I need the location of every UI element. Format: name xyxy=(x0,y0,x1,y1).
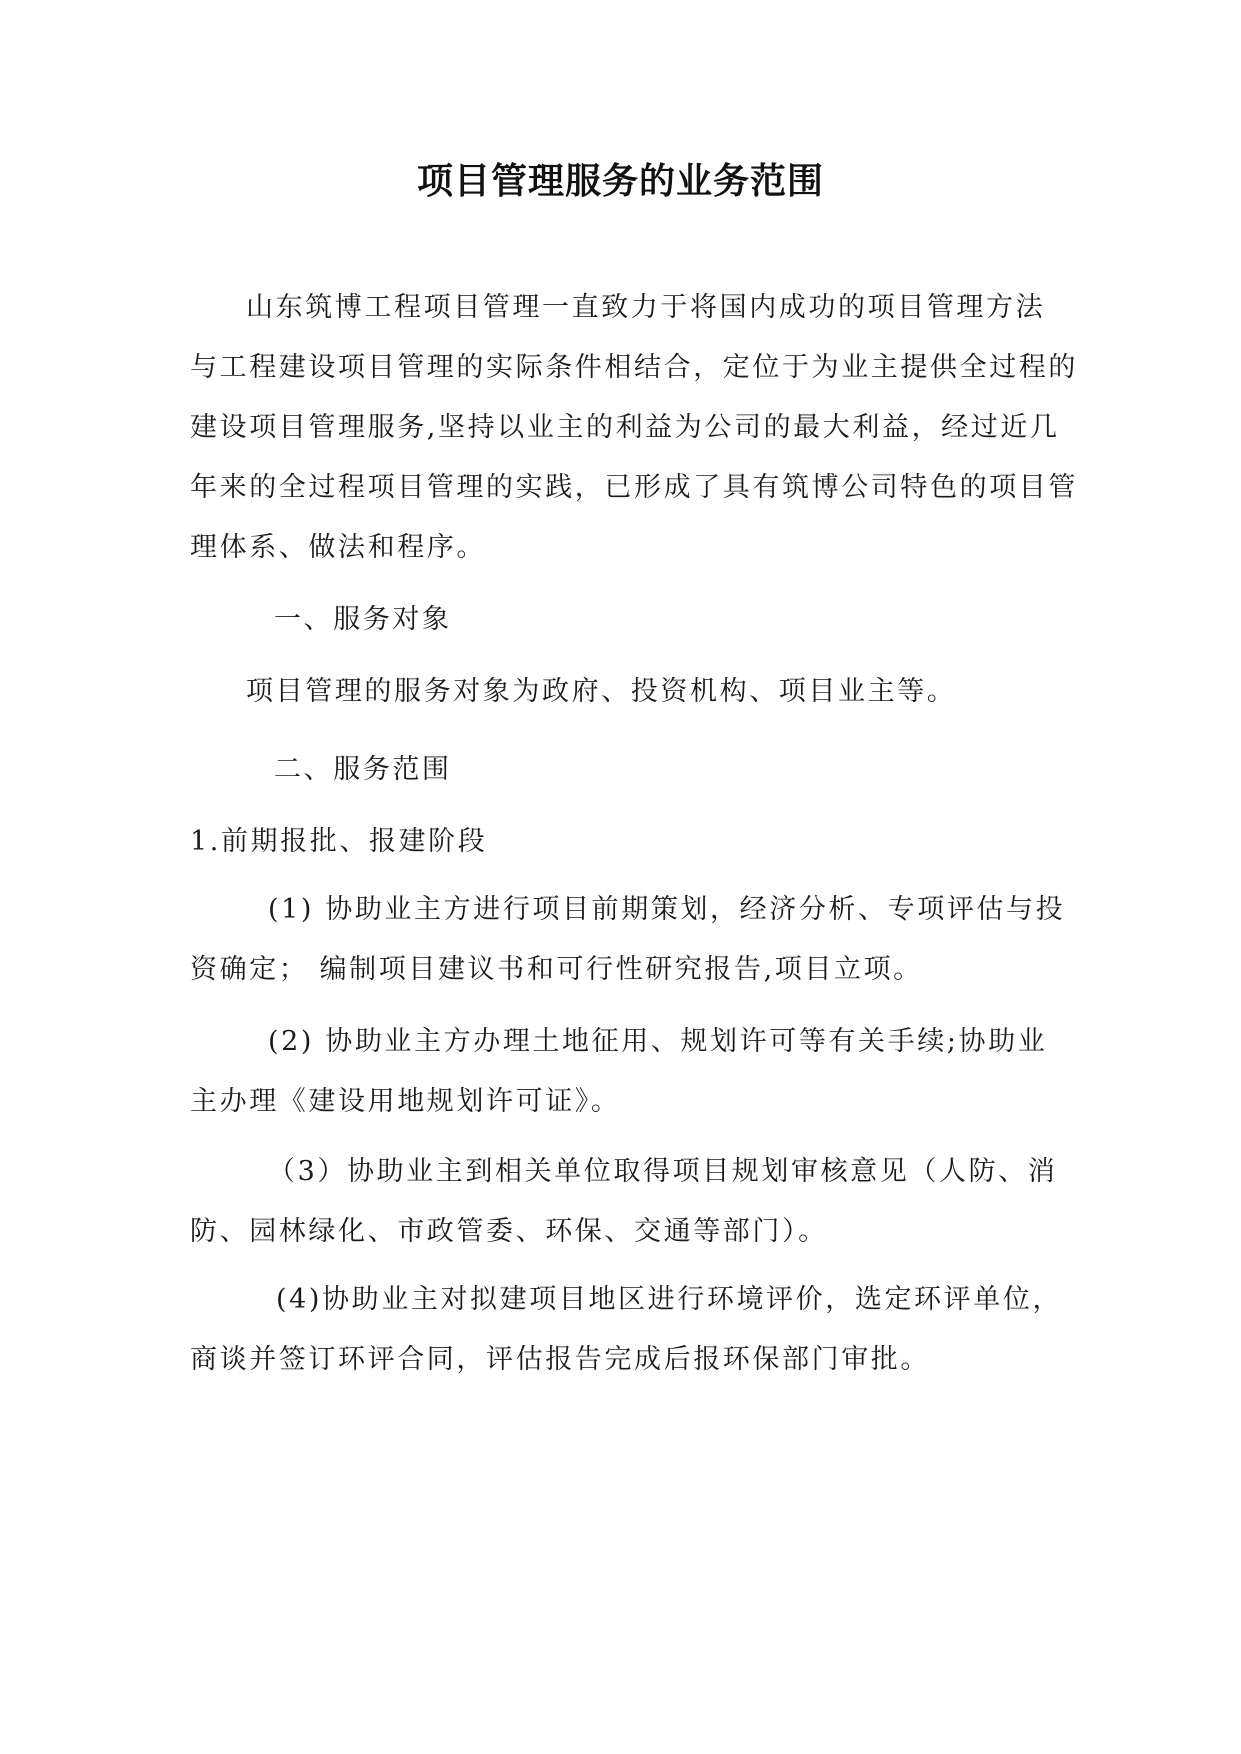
section-heading: 一、服务对象 xyxy=(274,604,452,635)
section-heading-service-target xyxy=(190,590,1050,650)
subsection-heading-text: 1.前期报批、报建阶段 xyxy=(190,826,488,857)
list-item-line: 资确定； 编制项目建议书和可行性研究报告,项目立项。 xyxy=(190,954,923,985)
list-item-line: 主办理《建设用地规划许可证》。 xyxy=(190,1086,621,1117)
intro-line: 山东筑博工程项目管理一直致力于将国内成功的项目管理方法 xyxy=(246,292,1046,323)
intro-line: 年来的全过程项目管理的实践，已形成了具有筑博公司特色的项目管 xyxy=(190,472,1078,503)
list-item-line: 商谈并签订环评合同，评估报告完成后报环保部门审批。 xyxy=(190,1344,930,1375)
list-item-line: (1) 协助业主方进行项目前期策划，经济分析、专项评估与投 xyxy=(268,894,1066,925)
section-heading: 二、服务范围 xyxy=(274,754,452,785)
list-item-4 xyxy=(190,1270,1063,1390)
page-title: 项目管理服务的业务范围 xyxy=(416,161,824,202)
service-target-paragraph xyxy=(190,662,1050,722)
list-item-2 xyxy=(190,1012,1050,1132)
intro-line: 与工程建设项目管理的实际条件相结合，定位于为业主提供全过程的 xyxy=(190,352,1078,383)
subsection-heading xyxy=(190,812,1050,872)
list-item-line: 防、园林绿化、市政管委、环保、交通等部门）。 xyxy=(190,1216,828,1247)
list-item-3 xyxy=(190,1142,1058,1262)
section-heading-service-scope xyxy=(190,740,1050,800)
list-item-line: (2) 协助业主方办理土地征用、规划许可等有关手续;协助业 xyxy=(268,1026,1048,1057)
list-item-line: （3）协助业主到相关单位取得项目规划审核意见（人防、消 xyxy=(268,1156,1058,1187)
list-item-line: (4)协助业主对拟建项目地区进行环境评价，选定环评单位， xyxy=(276,1284,1063,1315)
intro-line: 理体系、做法和程序。 xyxy=(190,532,486,563)
intro-line: 建设项目管理服务,坚持以业主的利益为公司的最大利益，经过近几 xyxy=(190,412,1060,443)
intro-paragraph xyxy=(190,278,1078,578)
list-item-1 xyxy=(190,880,1066,1000)
paragraph-line: 项目管理的服务对象为政府、投资机构、项目业主等。 xyxy=(246,676,957,707)
